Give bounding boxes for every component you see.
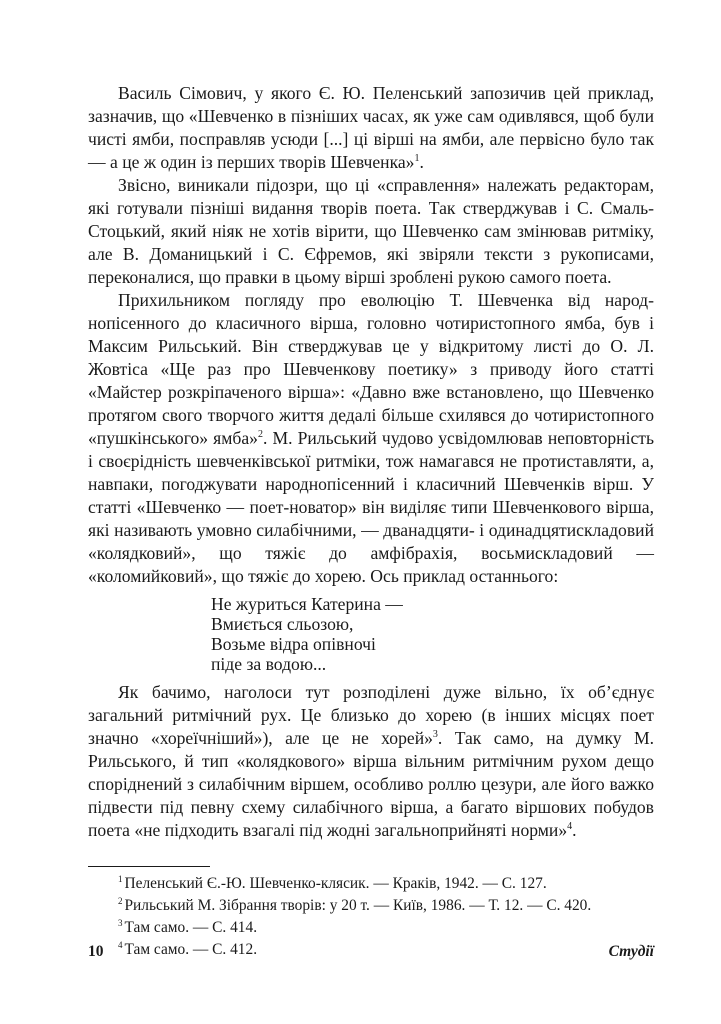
paragraph-1-text: Василь Сімович, у якого Є. Ю. Пеленський запозичив цей приклад, зазначив, що «Шевченко в пізніших часах, як уже сам одивлявся, щоб були чисті ямби, посправляв усюди [...] ці вірші на ямби, але первісно було так — а це ж один із перших творів Шевченка» xyxy=(88,83,654,172)
footnote-number: 4 xyxy=(118,939,123,950)
page-footer xyxy=(88,943,654,961)
footnote-divider xyxy=(88,866,210,867)
paragraph-2: Звісно, виникали підозри, що ці «справлення» належать редакторам, які готували пізніші видання творів поета. Так стверджував і С. Смаль-Стоцький, який ніяк не хотів вірити, що Шевченко сам змінював ритміку, але В. Доманицький і С. Єфремов, які звіряли тексти з рукописами, переконалися, що правки в цьому вірші зроблені рукою самого поета. xyxy=(88,175,654,287)
footnote-1 xyxy=(88,873,654,895)
footnote-ref-3: 3 xyxy=(432,729,438,741)
page-number: 10 xyxy=(88,943,104,960)
footnote-ref-2: 2 xyxy=(257,429,263,441)
verse-line: Не журиться Катерина — xyxy=(211,594,403,614)
verse-quote xyxy=(211,594,654,674)
running-title: Студії xyxy=(608,943,654,960)
verse-line: піде за водою... xyxy=(211,654,327,674)
verse-line: Возьме відра опівночі xyxy=(211,634,376,654)
footnote-2 xyxy=(88,895,654,917)
paragraph-1-tail: . xyxy=(419,152,424,172)
paragraph-3 xyxy=(88,289,654,588)
paragraph-3-tail: . М. Рильський чудово усвідомлював неповторність і своєрідність шевченківської ритміки, тож намагався не протиставляти, а, навпаки, погоджувати народнопісенний і класичний Шевченків вірш. У статті «Шевченко — поет-новатор» він виділяє типи Шевченкового вірша, які називають умовно силабічними, — дванадцяти- і одинадцятискладовий «колядковий», що тяжіє до амфібрахія, восьмискладовий — «коломийковий», що тяжіє до хорею. Ось приклад останнього: xyxy=(88,428,655,586)
footnote-text: Пеленський Є.-Ю. Шевченко-клясик. — Краків, 1942. — С. 127. xyxy=(124,875,547,892)
paragraph-4 xyxy=(88,681,654,842)
paragraph-3-text: Прихильником погляду про еволюцію Т. Шевченка від народнопісенного до класичного вірша, головно чотиристопного ямба, був і Максим Рильський. Він стверджував це у відкритому листі до О. Л. Жовтіса «Ще раз про Шевченкову поетику» з приводу його статті «Майстер розкріпаченого вірша»: «Давно вже встановлено, що Шевченко протягом свого творчого життя дедалі більше схилявся до чотиристопного «пушкінського» ямба» xyxy=(88,290,654,448)
paragraph-4-text: Як бачимо, наголоси тут розподілені дуже вільно, їх об’єднує загальний ритмічний рух. Це близько до хорею (в інших місцях поет значно «хореїчніший»), але це не хорей» xyxy=(88,682,654,748)
footnote-text: Рильський М. Зібрання творів: у 20 т. — Київ, 1986. — Т. 12. — С. 420. xyxy=(124,897,592,914)
paragraph-4-middle: . Так само, на думку М. Рильського, й тип «колядкового» вірша вільним ритмічним рухом дещо споріднений з силабічним віршем, особливо роллю цезури, але його важко підвести під певну схему силабічного вірша, а багато віршових побудов поета «не підходить взагалі під жодні загальноприйняті норми» xyxy=(88,728,654,840)
page-body xyxy=(88,82,654,961)
paragraph-1 xyxy=(88,82,654,174)
footnote-number: 2 xyxy=(118,895,123,906)
footnote-number: 1 xyxy=(118,873,123,884)
paragraph-4-tail: . xyxy=(572,820,577,840)
footnote-text: Там само. — С. 412. xyxy=(124,941,258,958)
footnote-ref-4: 4 xyxy=(567,821,573,833)
footnote-text: Там само. — С. 414. xyxy=(124,919,258,936)
footnote-3 xyxy=(88,917,654,939)
verse-line: Вмиється сльозою, xyxy=(211,614,354,634)
footnote-number: 3 xyxy=(118,917,123,928)
footnote-ref-1: 1 xyxy=(414,153,420,165)
